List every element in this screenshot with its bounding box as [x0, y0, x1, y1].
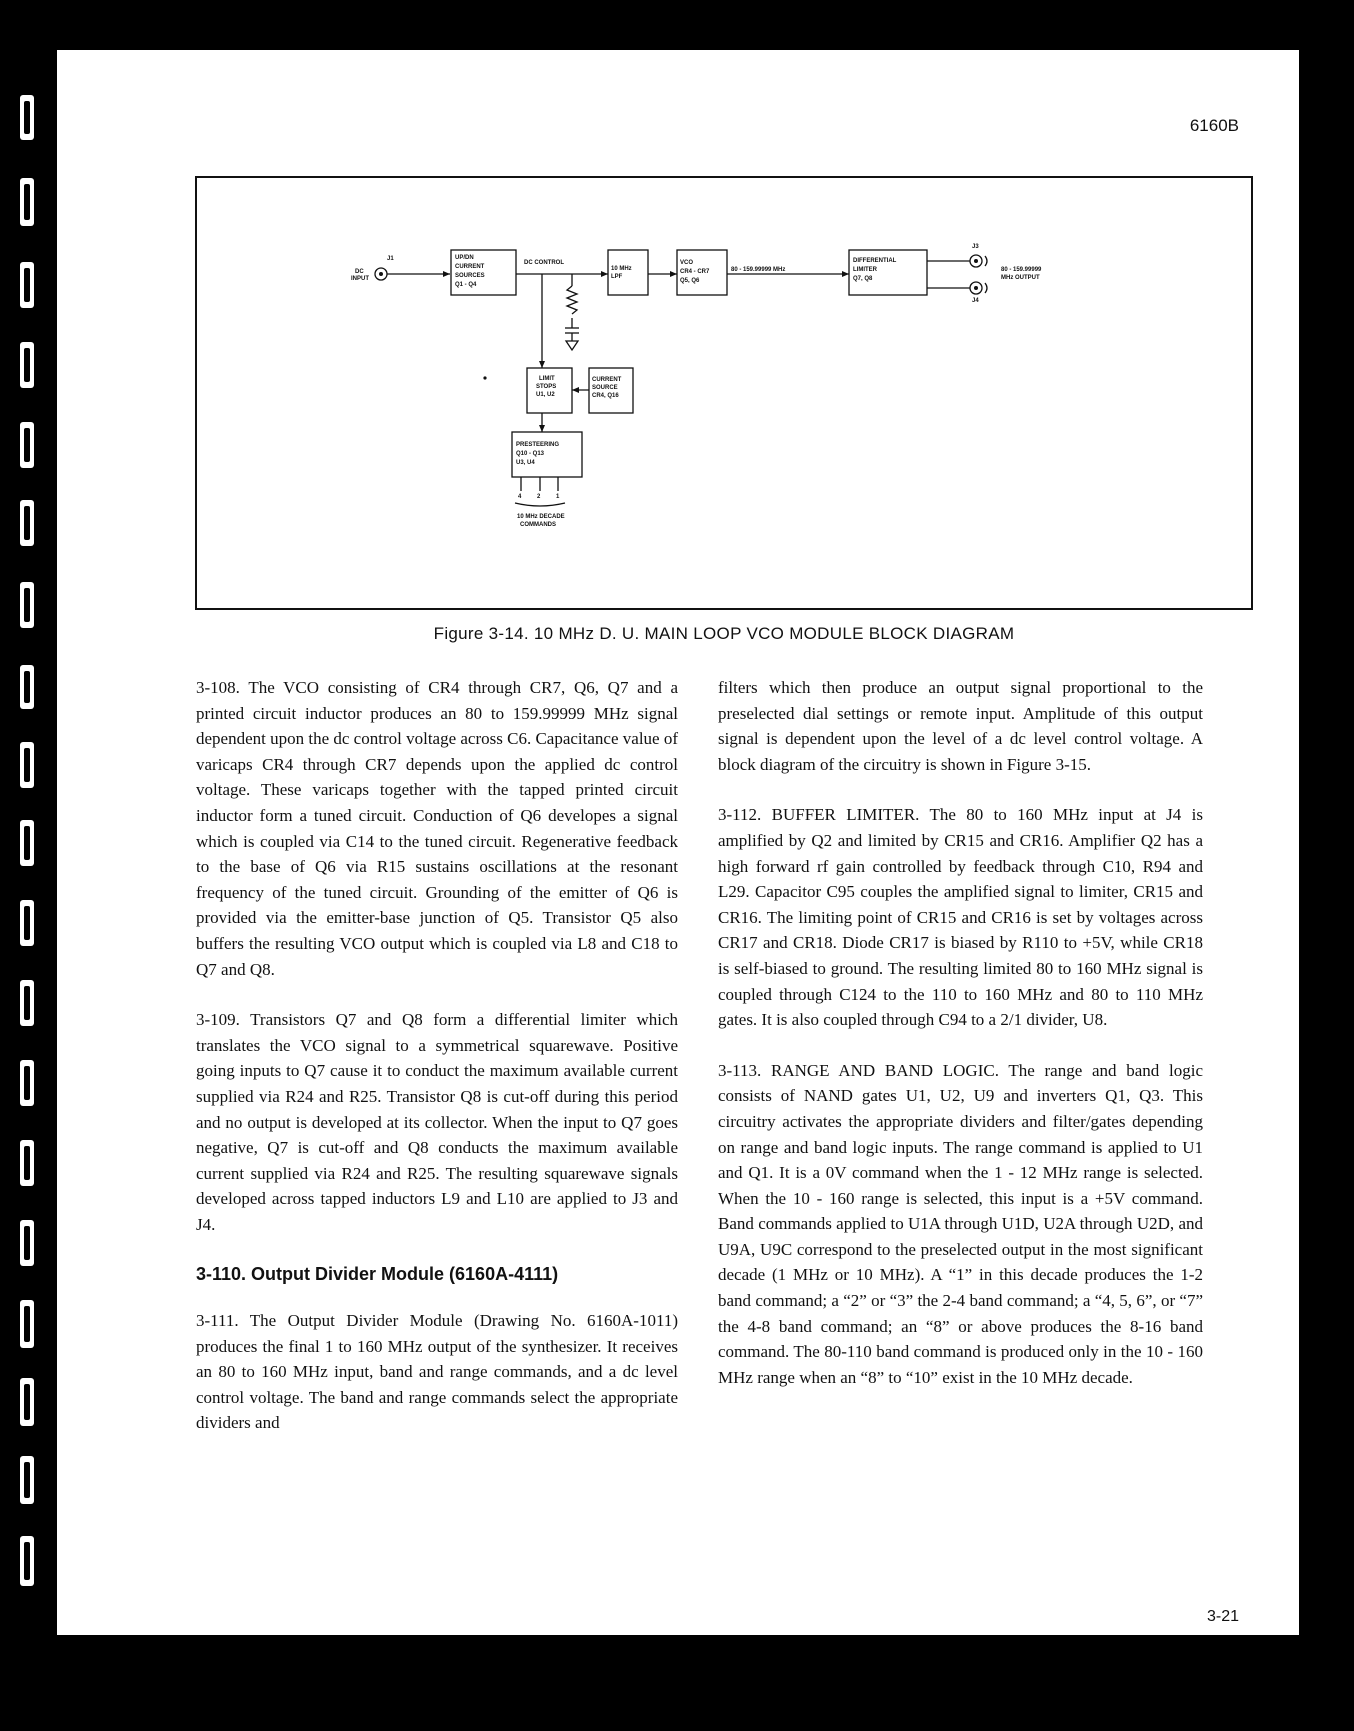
label-limit-stops: U1, U2 [536, 392, 555, 398]
label-bit: 2 [537, 494, 541, 500]
paragraph-3-111: 3-111. The Output Divider Module (Drawing No. 6160A-1011) produces the final 1 to 160 MHz output of the synthesizer. It receives an 80 to 160 MHz input, band and range commands, and a dc level control voltage. The band and range commands select the appropriate dividers and [196, 1311, 678, 1433]
figure-caption: Figure 3-14. 10 MHz D. U. MAIN LOOP VCO MODULE BLOCK DIAGRAM [433, 624, 1015, 643]
label-vco: Q5, Q6 [680, 278, 700, 284]
label-updn: UP/DN [455, 255, 474, 261]
label-j1: J1 [387, 256, 394, 262]
label-presteering: U3, U4 [516, 460, 535, 466]
binder-hole [20, 1060, 34, 1106]
document-page [57, 50, 1299, 1635]
label-vco: VCO [680, 260, 694, 266]
lpf-box [608, 250, 648, 295]
binder-hole [20, 1220, 34, 1266]
page-number: 3-21 [1206, 1608, 1239, 1625]
label-presteering: PRESTEERING [516, 442, 560, 448]
inductor-coil [567, 286, 577, 314]
paragraph-3-112: 3-112. BUFFER LIMITER. The 80 to 160 MHz input at J4 is amplified by Q2 and limited by CR15 and CR16. Amplifier Q2 has a high forward rf gain controlled by feedback through C10, R94 and L29. Capacitor C95 couples the amplified signal to limiter, CR15 and CR16. The limiting point of CR15 and CR16 is set by voltages across CR17 and CR18. Diode CR17 is biased by R110 to +5V, while CR18 is self-biased to ground. The resulting limited 80 to 160 MHz signal is coupled through C124 to the 110 to 160 MHz and 80 to 110 MHz gates. It is also coupled through C94 to a 2/1 divider, U8. [718, 805, 1203, 1030]
label-updn: SOURCES [455, 273, 485, 279]
label-updn: Q1 - Q4 [455, 282, 477, 288]
block-diagram [197, 178, 1251, 608]
decorative-dot [483, 376, 486, 379]
binder-hole [20, 582, 34, 628]
label-dc-control: DC CONTROL [524, 260, 564, 266]
right-column [718, 675, 1203, 1415]
binder-hole [20, 178, 34, 226]
label-j4: J4 [972, 298, 979, 304]
left-column [196, 675, 678, 1461]
label-lpf: LPF [611, 274, 623, 280]
ground-symbol [566, 341, 578, 350]
label-lpf: 10 MHz [611, 266, 632, 272]
label-updn: CURRENT [455, 264, 485, 270]
label-j3: J3 [972, 244, 979, 250]
binder-hole [20, 1378, 34, 1426]
label-current-source: SOURCE [592, 385, 618, 391]
label-dc-input: DC [355, 269, 364, 275]
label-output: 80 - 159.99999 [1001, 267, 1042, 273]
figure-frame [195, 176, 1253, 610]
binder-hole [20, 262, 34, 308]
label-limit-stops: STOPS [536, 384, 557, 390]
label-frequency-range: 80 - 159.99999 MHz [731, 267, 786, 273]
label-differential: LIMITER [853, 267, 877, 273]
label-bit: 1 [556, 494, 560, 500]
label-decade: COMMANDS [520, 522, 556, 528]
binder-hole [20, 500, 34, 546]
paragraph-3-113: 3-113. RANGE AND BAND LOGIC. The range and band logic consists of NAND gates U1, U2, U9 and inverters Q1, Q3. This circuitry activates the appropriate dividers and filter/gates depending on range and band logic inputs. The range command is applied to U1 and Q1. It is a 0V command when the 1 - 12 MHz range is selected. When the 10 - 160 range is selected, this input is a +5V command. Band commands applied to U1A through U1D, U2A through U2D, and U9A, U9C correspond to the preselected output in the most significant decade (1 MHz or 10 MHz). A “1” in this decade produces the 1-2 band command; a “2” or “3” the 2-4 band command; a “4, 5, 6”, or “7” the 4-8 band command; an “8” or above produces the 8-16 band command. The 80-110 band command is produced only in the 10 - 160 MHz range when an “8” to “10” exist in the 10 MHz decade. [718, 1060, 1203, 1387]
label-vco: CR4 - CR7 [680, 269, 710, 275]
paragraph-3-109: 3-109. Transistors Q7 and Q8 form a differential limiter which translates the VCO signal to a symmetrical squarewave. Positive going inputs to Q7 cause it to conduct the maximum available current supplied via R24 and R25. Transistor Q8 is cut-off during this period and no output is developed at its collector. When the input to Q7 goes negative, Q7 is cut-off and Q8 conducts the maximum available current supplied via R24 and R25. The resulting squarewave signals developed across tapped inductors L9 and L10 are applied to J3 and J4. [196, 1010, 678, 1234]
label-differential: DIFFERENTIAL [853, 258, 897, 264]
binder-hole [20, 1456, 34, 1504]
label-dc-input: INPUT [351, 276, 369, 282]
binder-hole [20, 980, 34, 1026]
label-bit: 4 [518, 494, 522, 500]
label-presteering: Q10 - Q13 [516, 451, 545, 457]
section-heading-3-110: 3-110. Output Divider Module (6160A-4111) [196, 1264, 559, 1285]
binder-hole [20, 900, 34, 946]
label-current-source: CURRENT [592, 377, 622, 383]
paragraph-3-108: 3-108. The VCO consisting of CR4 through CR7, Q6, Q7 and a printed circuit inductor produces an 80 to 159.99999 MHz signal dependent upon the dc control voltage across C6. Capacitance value of varicaps CR4 through CR7 depends upon the applied dc control voltage. These varicaps together with the tapped printed circuit inductor form a tuned circuit. Conduction of Q6 developes a signal which is coupled via C14 to the tuned circuit. Regenerative feedback to the base of Q6 via R15 sustains oscillations at the resonant frequency of the tuned circuit. Grounding of the emitter of Q6 is provided via the emitter-base junction of Q5. Transistor Q5 also buffers the resulting VCO output which is coupled via L8 and C18 to Q7 and Q8. [196, 678, 678, 979]
label-output: MHz OUTPUT [1001, 275, 1040, 281]
label-differential: Q7, Q8 [853, 276, 873, 282]
binder-hole [20, 742, 34, 788]
model-number: 6160B [1189, 116, 1239, 135]
binder-hole [20, 665, 34, 709]
label-decade: 10 MHz DECADE [517, 514, 565, 520]
binder-hole [20, 1300, 34, 1348]
binder-hole [20, 95, 34, 140]
label-limit-stops: LIMIT [539, 376, 555, 382]
label-current-source: CR4, Q16 [592, 393, 619, 399]
binder-hole [20, 1536, 34, 1586]
limit-stops-box [527, 368, 572, 413]
binder-hole [20, 342, 34, 388]
binder-hole [20, 820, 34, 866]
binder-hole [20, 1140, 34, 1186]
binder-hole [20, 422, 34, 468]
paragraph-3-111-continued: filters which then produce an output signal proportional to the preselected dial settings or remote input. Amplitude of this output signal is dependent upon the level of a dc level control voltage. A block diagram of the circuitry is shown in Figure 3-15. [718, 678, 1203, 774]
